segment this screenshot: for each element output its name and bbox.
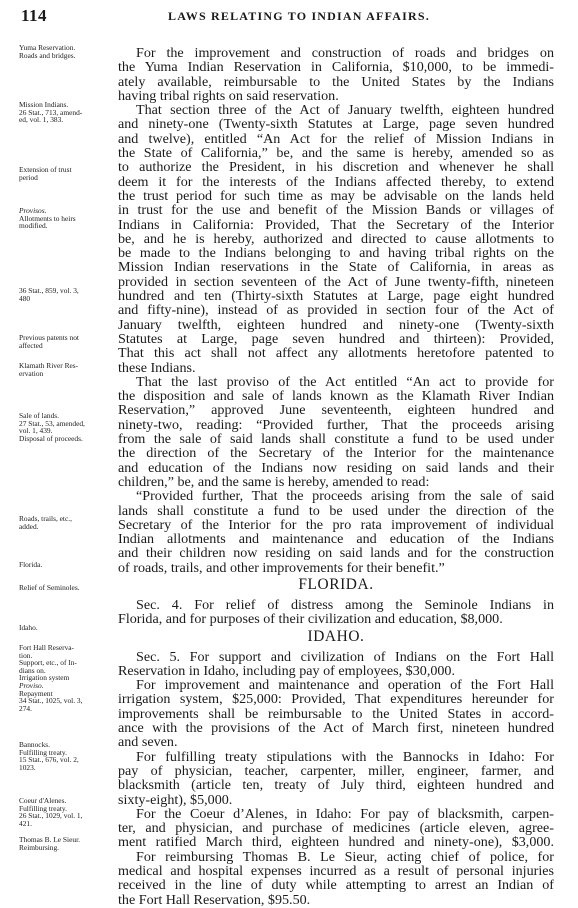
margin-note <box>19 166 116 181</box>
text-line: and seven. <box>118 734 178 751</box>
margin-note-line: ervation <box>19 368 44 378</box>
margin-note <box>19 515 116 530</box>
margin-note-line: 26 Stat., 713, amend- <box>19 107 83 117</box>
text-line: the State of California,” be, and the same is hereby, amended so as <box>118 145 554 162</box>
margin-note-line: affected <box>19 340 43 350</box>
margin-note-line: Previous patents not <box>19 333 79 342</box>
section-heading: FLORIDA. <box>298 575 374 593</box>
text-line: pay of physician, teacher, carpenter, miller, engineer, farmer, and <box>118 762 554 779</box>
text-line: to authorize the President, in his discretion and whenever he shall <box>118 159 554 176</box>
text-line: lands shall constitute a fund to be used under the direction of the <box>118 502 554 519</box>
text-line: the Yuma Indian Reservation in California, $10,000, to be immedi- <box>118 59 554 76</box>
text-line: Sec. 5. For support and civilization of Indians on the Fort Hall <box>136 648 554 665</box>
text-line: That this act shall not affect any allotments heretofore patented to <box>118 345 554 362</box>
margin-note-line: Relief of Seminoles. <box>19 583 80 592</box>
margin-note <box>19 797 116 827</box>
margin-note-line: 26 Stat., 1029, vol. 1, <box>19 811 83 821</box>
margin-note-line: Support, etc., of In- <box>19 658 77 668</box>
margin-note <box>19 334 116 349</box>
margin-note-line: Klamath River Res- <box>19 361 79 370</box>
text-line: Secretary of the Interior for the pro rata improvement of individual <box>118 516 554 533</box>
margin-note <box>19 362 116 377</box>
text-line: Sec. 4. For relief of distress among the Seminole Indians in <box>136 596 554 613</box>
margin-note-line: Florida. <box>19 560 43 569</box>
text-line: of roads, trails, and other improvements for their benefit.” <box>118 559 445 576</box>
margin-note <box>19 644 116 712</box>
margin-note-line: Coeur d'Alenes. <box>19 796 67 805</box>
margin-note-line: Allotments to heirs <box>19 213 76 223</box>
text-line: from the sale of said lands shall constitute a fund to be used under <box>118 431 554 448</box>
margin-note-line: Fort Hall Reserva- <box>19 643 75 652</box>
text-line: in trust for the use and benefit of the Mission Bands or villages of <box>118 202 554 219</box>
margin-note <box>19 561 116 569</box>
text-line: Mission Indian reservations in the State of California, in areas as <box>118 259 554 276</box>
margin-note-line: Extension of trust <box>19 165 72 174</box>
margin-note <box>19 44 116 59</box>
running-head: LAWS RELATING TO INDIAN AFFAIRS. <box>168 9 430 23</box>
text-line: January twelfth, eighteen hundred and ninety-one (Twenty-sixth <box>118 316 554 333</box>
text-line: these Indians. <box>118 359 196 376</box>
margin-note-line: modified. <box>19 221 48 231</box>
text-line: For fulfilling treaty stipulations with the Bannocks in Idaho: For <box>136 748 554 765</box>
text-line: be, and he is hereby, authorized and directed to cause allotments to <box>118 230 554 247</box>
text-line: For reimbursing Thomas B. Le Sieur, acting chief of police, for <box>136 848 554 865</box>
margin-note-line: Fulfilling treaty. <box>19 803 67 813</box>
text-line: and education of the Indians now residing on said lands and their <box>118 459 554 476</box>
margin-note-line: 34 Stat., 1025, vol. 3, <box>19 696 83 706</box>
text-line: medical and hospital expenses incurred as a result of personal injuries <box>118 863 554 880</box>
text-line: the trust period for such time as may be advisable on the lands held <box>118 187 554 204</box>
text-line: Florida, and for purposes of their civilization and education, $8,000. <box>118 611 503 628</box>
margin-note-line: Yuma Reservation. <box>19 43 76 52</box>
margin-note <box>19 101 116 124</box>
margin-note-line: vol. 1, 439. <box>19 426 53 436</box>
margin-note-line: Proviso. <box>19 680 44 690</box>
text-line: Indian allotments and maintenance and education of the Indians <box>118 531 554 548</box>
margin-note-line: Reimbursing. <box>19 842 60 852</box>
text-line: and twelve), entitled “An Act for the relief of Mission Indians in <box>118 130 554 147</box>
margin-note <box>19 584 116 592</box>
margin-note-line: Mission Indians. <box>19 100 69 109</box>
text-line: For the improvement and construction of roads and bridges on <box>136 45 554 61</box>
text-line: hundred and ten (Thirty-sixth Statutes at Large, page eight hundred <box>118 288 554 305</box>
margin-note-line: Fulfilling treaty. <box>19 747 67 757</box>
text-line: the direction of the Secretary of the Interior for the maintenance <box>118 445 554 462</box>
text-line: and their children now residing on said lands and for the construction <box>118 545 554 562</box>
text-line: That section three of the Act of January twelfth, eighteen hundred <box>136 102 554 119</box>
text-line: improvements shall be reimbursable to the United States in accord- <box>118 705 554 722</box>
margin-note-line: Thomas B. Le Sieur. <box>19 835 80 844</box>
margin-note-line: Repayment <box>19 688 53 698</box>
margin-note-line: Provisos. <box>19 206 47 215</box>
text-line: the Fort Hall Reservation, $95.50. <box>118 891 311 908</box>
margin-note-line: 480 <box>19 293 31 303</box>
margin-note-line: added. <box>19 521 39 531</box>
margin-note-line: dians on. <box>19 665 46 675</box>
text-line: ance with the provisions of the Act of March first, nineteen hundred <box>118 720 554 737</box>
text-line: blacksmith (article ten, treaty of July third, eighteen hundred and <box>118 777 554 794</box>
text-line: be made to the Indians belonging to and having tribal rights on the <box>118 245 554 262</box>
text-line: That the last proviso of the Act entitled “An act to provide for <box>136 373 554 390</box>
text-line: Statutes at Large, page seven hundred and thirteen): Provided, <box>118 330 554 347</box>
text-line: For improvement and maintenance and operation of the Fort Hall <box>136 677 554 694</box>
text-line: For the Coeur d’Alenes, in Idaho: For pay of blacksmith, carpen- <box>136 805 554 822</box>
margin-note-line: Disposal of proceeds. <box>19 433 83 443</box>
margin-note-line: Idaho. <box>19 623 38 632</box>
text-line: having tribal rights on said reservation. <box>118 87 339 104</box>
text-line: Reservation,” approved June seventeenth, eighteen hundred and <box>118 402 554 419</box>
text-line: deem it for the interests of the Indians affected thereby, to extend <box>118 173 554 190</box>
text-line: irrigation system, $25,000: Provided, That expenditures hereunder for <box>118 691 554 708</box>
text-line: “Provided further, That the proceeds arising from the sale of said <box>136 488 554 505</box>
text-line: ment ratified March third, eighteen hundred and ninety-one), $3,000. <box>118 834 554 851</box>
text-line: children,” be, and the same is hereby, amended to read: <box>118 473 430 490</box>
main-text-column <box>118 46 554 907</box>
margin-note-line: 274. <box>19 703 32 713</box>
margin-note <box>19 412 116 442</box>
margin-note-line: 421. <box>19 818 32 828</box>
text-line: and fifty-nine), instead of as provided in section four of the Act of <box>118 302 554 319</box>
margin-note-line: 1023. <box>19 762 36 772</box>
section-heading: IDAHO. <box>307 627 365 645</box>
text-line: provided in section seventeen of the Act of June twenty-fifth, nineteen <box>118 273 554 290</box>
margin-note <box>19 836 116 851</box>
text-line: sixty-eight), $5,000. <box>118 791 233 808</box>
text-line: received in the line of duty while attempting to arrest an Indian of <box>118 877 554 894</box>
margin-note <box>19 207 116 230</box>
margin-note-line: Roads and bridges. <box>19 50 76 60</box>
margin-note-line: 15 Stat., 676, vol. 2, <box>19 755 79 765</box>
text-line: ately available, reimbursable to the United States by the Indians <box>118 73 554 90</box>
margin-note-line: Sale of lands. <box>19 411 60 420</box>
page-number: 114 <box>21 6 48 25</box>
text-line: and ninety-one (Twenty-sixth Statutes at Large, page seven hundred <box>118 116 554 133</box>
margin-note-line: ed, vol. 1, 383. <box>19 115 64 125</box>
text-line: Indians in California: Provided, That the Secretary of the Interior <box>118 216 554 233</box>
margin-note <box>19 624 116 632</box>
text-line: ninety-two, reading: “Provided further, That the proceeds arising <box>118 416 554 433</box>
text-line: ter, and physician, and purchase of medicines (article eleven, agree- <box>118 820 554 837</box>
margin-note-line: Irrigation system <box>19 673 70 683</box>
margin-note-line: Roads, trails, etc., <box>19 514 72 523</box>
text-line: the disposition and sale of lands known as the Klamath River Indian <box>118 388 554 405</box>
text-line: Reservation in Idaho, including pay of employees, $30,000. <box>118 662 456 679</box>
margin-note-line: 36 Stat., 859, vol. 3, <box>19 286 79 295</box>
margin-note-line: period <box>19 172 38 182</box>
margin-note <box>19 741 116 771</box>
margin-note <box>19 287 116 302</box>
margin-note-line: Bannocks. <box>19 740 50 749</box>
margin-note-line: tion. <box>19 650 33 660</box>
margin-note-line: 27 Stat., 53, amended, <box>19 418 85 428</box>
